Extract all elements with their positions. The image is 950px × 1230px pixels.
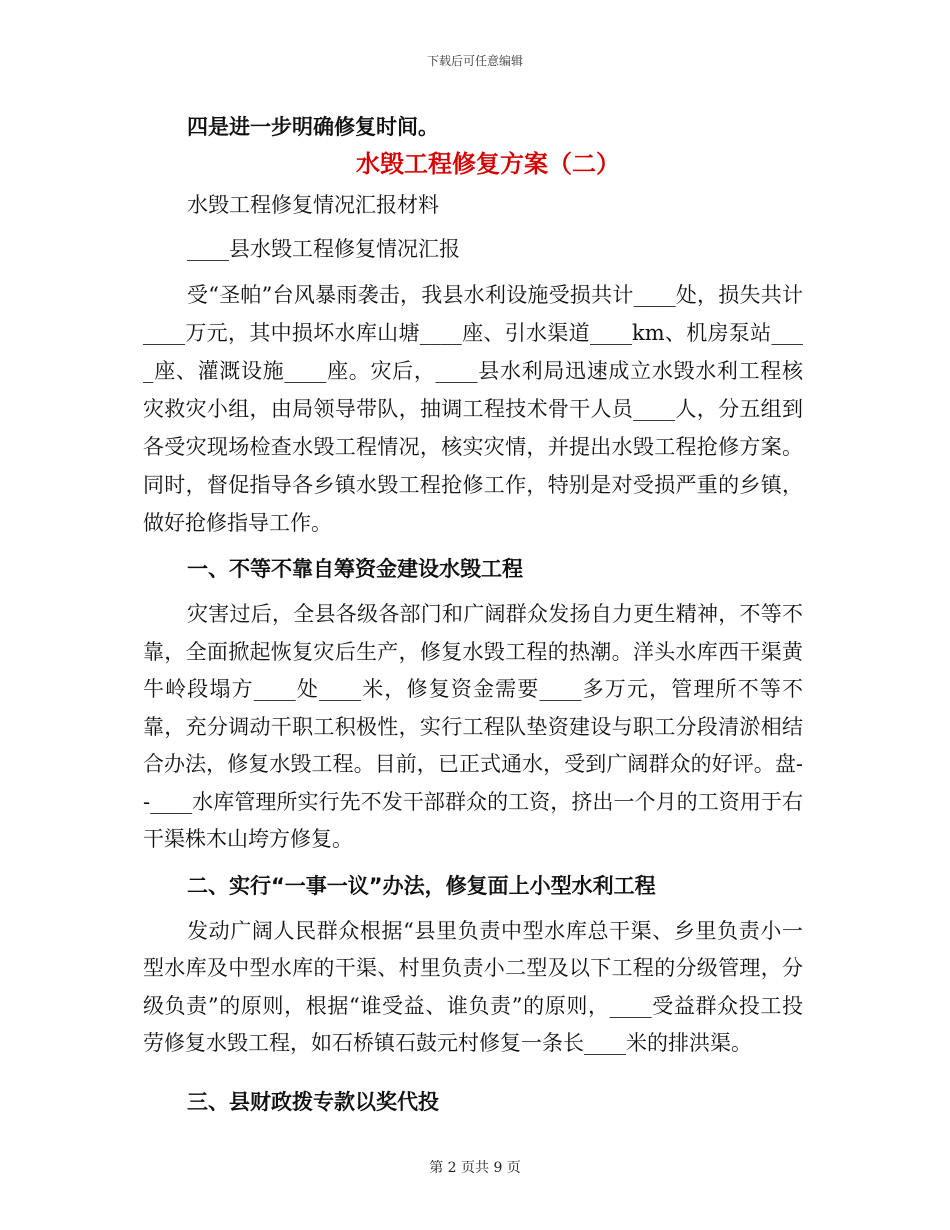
document-body	[143, 110, 803, 1119]
previous-section-line: 四是进一步明确修复时间。	[187, 115, 439, 139]
heading-section-3: 三、县财政拨专款以奖代投	[187, 1089, 439, 1114]
subtitle-report-material: 水毁工程修复情况汇报材料	[187, 193, 439, 217]
heading-section-2: 二、实行“一事一议”办法，修复面上小型水利工程	[187, 873, 656, 898]
paragraph-section-1: 灾害过后，全县各级各部门和广阔群众发扬自力更生精神，不等不靠，全面掀起恢复灾后生产，修复水毁工程的热潮。洋头水库西干渠黄牛岭段塌方____处____米，修复资金需要____多万元，管理所不等不靠，充分调动干职工积极性，实行工程队垫资建设与职工分段清淤相结合办法，修复水毁工程。目前，已正式通水，受到广阔群众的好评。盘--____水库管理所实行先不发干部群众的工资，挤出一个月的工资用于右干渠株木山垮方修复。	[143, 602, 803, 851]
subtitle-county-report: ____县水毁工程修复情况汇报	[187, 237, 460, 261]
paragraph-section-2: 发动广阔人民群众根据“县里负责中型水库总干渠、乡里负责小一型水库及中型水库的干渠、村里负责小二型及以下工程的分级管理，分级负责”的原则，根据“谁受益、谁负责”的原则，____受益群众投工投劳修复水毁工程，如石桥镇石鼓元村修复一条长____米的排洪渠。	[143, 918, 803, 1055]
page-header: 下载后可任意编辑	[426, 54, 523, 68]
paragraph-intro: 受“圣帕”台风暴雨袭击，我县水利设施受损共计____处，损失共计____万元，其中损坏水库山塘____座、引水渠道____km、机房泵站____座、灌溉设施____座。灾后，____县水利局迅速成立水毁水利工程核灾救灾小组，由局领导带队，抽调工程技术骨干人员____人，分五组到各受灾现场检查水毁工程情况，核实灾情，并提出水毁工程抢修方案。同时，督促指导各乡镇水毁工程抢修工作，特别是对受损严重的乡镇，做好抢修指导工作。	[143, 283, 803, 535]
document-title: 水毁工程修复方案（二）	[356, 150, 620, 178]
heading-section-1: 一、不等不靠自筹资金建设水毁工程	[187, 557, 523, 581]
page-footer: 第 2 页共 9 页	[429, 1160, 521, 1176]
